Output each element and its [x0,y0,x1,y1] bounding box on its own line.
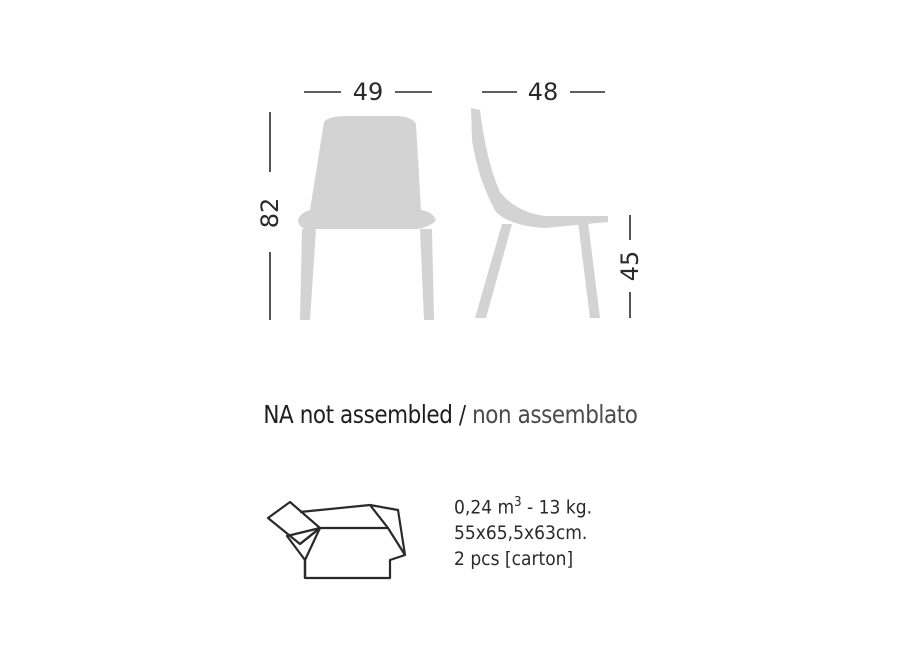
volume-weight-line [454,490,592,520]
seat-height-dimension [616,215,644,318]
packaging-info [454,490,592,572]
volume-value: 0,24 m [454,496,515,519]
pieces-per-carton: 2 pcs [carton] [454,548,574,571]
chair-front-view [298,116,436,320]
volume-exponent: 3 [514,495,522,510]
assembly-translation: non assemblato [472,400,638,429]
carton-box-icon [262,492,412,584]
side-depth-dimension [482,78,605,106]
assembly-note [63,400,837,429]
front-width-label: 49 [352,78,384,106]
weight-value: - 13 kg. [521,496,593,519]
total-height-label: 82 [256,197,284,229]
assembly-prefix: NA not assembled / [263,400,466,429]
front-width-dimension [304,78,432,106]
chair-side-view [471,108,608,318]
carton-size: 55x65,5x63cm. [454,522,588,545]
total-height-dimension [256,112,284,320]
seat-height-label: 45 [616,250,644,282]
side-depth-label: 48 [527,78,559,106]
